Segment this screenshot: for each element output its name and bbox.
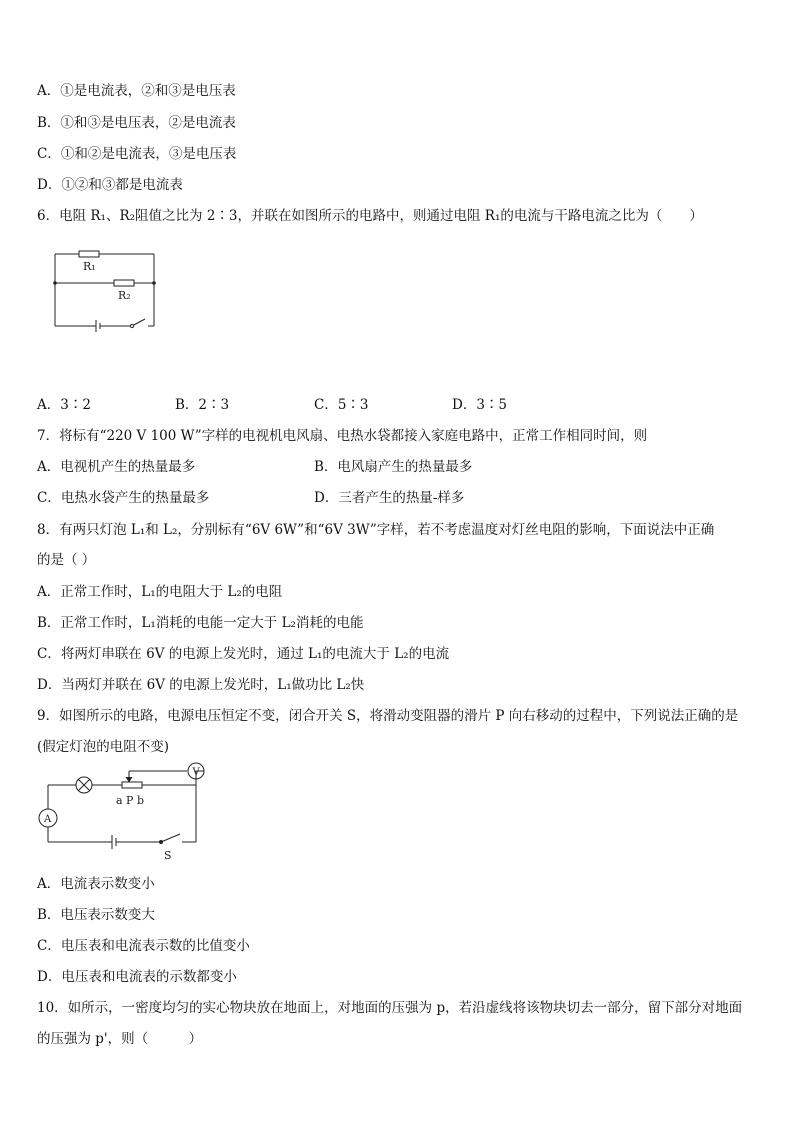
q10-stem-line1: 10．如所示，一密度均匀的实心物块放在地面上，对地面的压强为 p，若沿虚线将该物块切去一部分，留下部分对地面 [37, 1000, 743, 1016]
q7-option-a: A．电视机产生的热量最多 [37, 459, 196, 475]
switch-blade [132, 319, 145, 326]
q9-stem-line2: (假定灯泡的电阻不变) [37, 739, 170, 755]
r1-label: R₁ [83, 260, 96, 273]
q8-stem-line1: 8．有两只灯泡 L₁和 L₂，分别标有“6V 6W”和“6V 3W”字样，若不考虑温度对灯丝电阻的影响，下面说法中正确 [37, 522, 715, 538]
switch-blade [161, 834, 180, 842]
q9-option-a: A．电流表示数变小 [37, 876, 155, 892]
q6-circuit-diagram [50, 248, 160, 333]
q5-option-b: B．①和③是电压表，②是电流表 [37, 115, 236, 131]
q5-option-d: D．①②和③都是电流表 [37, 177, 183, 193]
voltmeter-label: V [192, 767, 200, 778]
q7-option-b: B．电风扇产生的热量最多 [314, 459, 473, 475]
q9-option-d: D．电压表和电流表的示数都变小 [37, 969, 237, 985]
q7-option-c: C．电热水袋产生的热量最多 [37, 490, 210, 506]
q6-option-d: D．3∶5 [452, 397, 508, 413]
switch-pivot [159, 840, 163, 844]
switch-pivot [130, 324, 133, 327]
ammeter-label: A [44, 814, 52, 825]
junction-left [53, 281, 57, 285]
q8-option-c: C．将两灯串联在 6V 的电源上发光时，通过 L₁的电流大于 L₂的电流 [37, 646, 450, 662]
resistor-r2 [114, 280, 134, 286]
rheostat [122, 782, 142, 788]
switch-label: S [164, 849, 172, 862]
q6-option-a: A．3∶2 [37, 397, 91, 413]
q9-stem-line1: 9．如图所示的电路，电源电压恒定不变，闭合开关 S，将滑动变阻器的滑片 P 向右移动的过程中，下列说法正确的是 [37, 708, 739, 724]
q9-circuit-diagram [36, 762, 206, 862]
resistor-r1 [79, 251, 99, 257]
q9-option-b: B．电压表示数变大 [37, 907, 155, 923]
q9-option-c: C．电压表和电流表示数的比值变小 [37, 938, 250, 954]
q10-stem-line2: 的压强为 p'，则（ ） [37, 1031, 203, 1047]
q5-option-a: A．①是电流表，②和③是电压表 [37, 83, 236, 99]
q7-stem: 7．将标有“220 V 100 W”字样的电视机电风扇、电热水袋都接入家庭电路中，正常工作相同时间，则 [37, 428, 648, 444]
q5-option-c: C．①和②是电流表，③是电压表 [37, 146, 237, 162]
q8-option-b: B．正常工作时，L₁消耗的电能一定大于 L₂消耗的电能 [37, 615, 364, 631]
q6-option-b: B．2∶3 [175, 397, 230, 413]
junction-right [152, 281, 156, 285]
q8-stem-line2: 的是（ ） [37, 552, 96, 568]
q8-option-d: D．当两灯并联在 6V 的电源上发光时，L₁做功比 L₂快 [37, 677, 365, 693]
r2-label: R₂ [118, 289, 131, 302]
q8-option-a: A．正常工作时，L₁的电阻大于 L₂的电阻 [37, 584, 283, 600]
q7-option-d: D．三者产生的热量-样多 [314, 490, 465, 506]
q6-option-c: C．5∶3 [314, 397, 369, 413]
slider-label: a P b [116, 794, 144, 807]
q6-stem: 6．电阻 R₁、R₂阻值之比为 2∶3，并联在如图所示的电路中，则通过电阻 R₁的电流与干路电流之比为（ ） [37, 208, 703, 224]
